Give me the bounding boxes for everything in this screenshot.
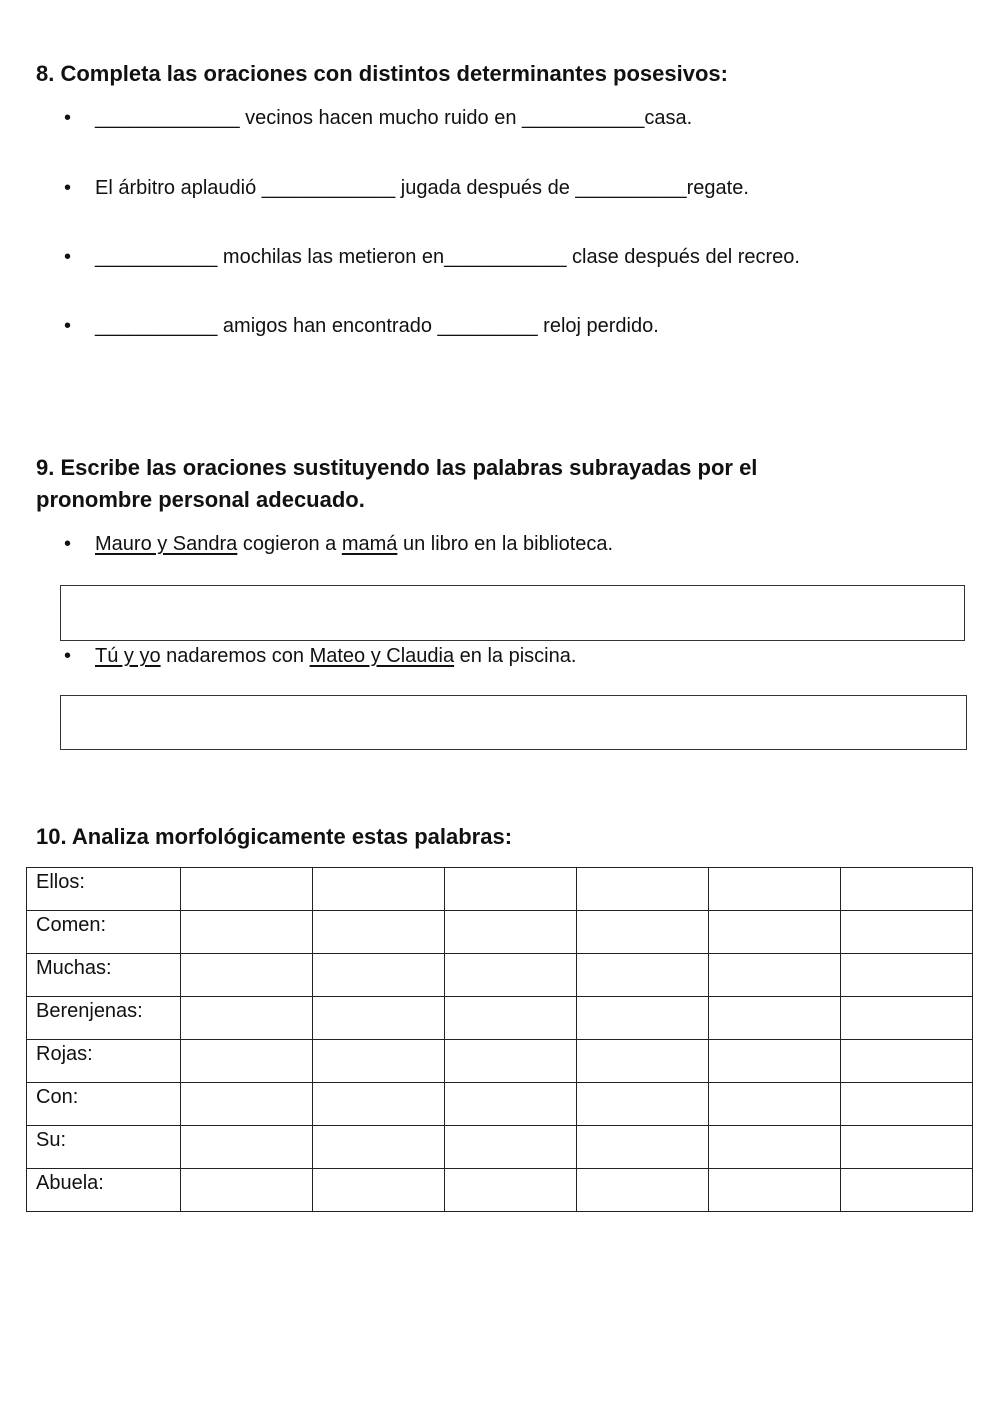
sentence-text: cogieron a: [237, 533, 342, 555]
answer-cell[interactable]: [841, 1126, 973, 1169]
underlined-phrase: mamá: [341, 533, 398, 555]
table-row: [27, 954, 973, 997]
word-cell: Comen:: [27, 911, 181, 954]
answer-cell[interactable]: [709, 911, 841, 954]
answer-cell[interactable]: [313, 868, 445, 911]
answer-cell[interactable]: [709, 1169, 841, 1212]
answer-cell[interactable]: [841, 1040, 973, 1083]
answer-cell[interactable]: [445, 911, 577, 954]
answer-cell[interactable]: [181, 1083, 313, 1126]
answer-cell[interactable]: [313, 997, 445, 1040]
answer-cell[interactable]: [577, 1126, 709, 1169]
answer-cell[interactable]: [577, 997, 709, 1040]
underlined-phrase: Mateo y Claudia: [309, 645, 455, 667]
q8-sentence-1: _____________ vecinos hacen mucho ruido en ___________casa.: [95, 107, 693, 129]
answer-cell[interactable]: [577, 911, 709, 954]
word-cell: Berenjenas:: [27, 997, 181, 1040]
q8-sentence-2: El árbitro aplaudió ____________ jugada después de __________regate.: [95, 177, 749, 199]
table-row: [27, 1040, 973, 1083]
word-cell: Ellos:: [27, 868, 181, 911]
answer-cell[interactable]: [445, 954, 577, 997]
answer-cell[interactable]: [577, 1083, 709, 1126]
sentence-text: en la piscina.: [454, 645, 577, 667]
answer-cell[interactable]: [841, 997, 973, 1040]
answer-cell[interactable]: [841, 954, 973, 997]
answer-cell[interactable]: [181, 868, 313, 911]
q8-item-2: [64, 174, 749, 202]
answer-cell[interactable]: [841, 911, 973, 954]
morphology-table: [26, 867, 973, 1212]
underlined-phrase: Mauro y Sandra: [95, 533, 238, 555]
word-cell: Rojas:: [27, 1040, 181, 1083]
table-row: [27, 1083, 973, 1126]
table-row: [27, 997, 973, 1040]
word-cell: Abuela:: [27, 1169, 181, 1212]
q9-title-line-1: 9. Escribe las oraciones sustituyendo las palabras subrayadas por el: [36, 455, 758, 480]
answer-cell[interactable]: [181, 1126, 313, 1169]
table-row: [27, 868, 973, 911]
word-cell: Muchas:: [27, 954, 181, 997]
q10-title: 10. Analiza morfológicamente estas palabras:: [36, 824, 513, 849]
answer-cell[interactable]: [577, 1040, 709, 1083]
answer-cell[interactable]: [181, 1040, 313, 1083]
q9-answer-box-1[interactable]: [60, 585, 965, 641]
answer-cell[interactable]: [709, 1040, 841, 1083]
answer-cell[interactable]: [313, 1083, 445, 1126]
answer-cell[interactable]: [313, 1126, 445, 1169]
q8-sentence-4: ___________ amigos han encontrado _________ reloj perdido.: [95, 315, 659, 337]
answer-cell[interactable]: [445, 1169, 577, 1212]
answer-cell[interactable]: [181, 954, 313, 997]
answer-cell[interactable]: [181, 1169, 313, 1212]
q8-sentence-3: ___________ mochilas las metieron en___________ clase después del recreo.: [95, 246, 800, 268]
answer-cell[interactable]: [709, 1083, 841, 1126]
sentence-text: un libro en la biblioteca.: [397, 533, 614, 555]
answer-cell[interactable]: [841, 868, 973, 911]
answer-cell[interactable]: [445, 1040, 577, 1083]
answer-cell[interactable]: [709, 1126, 841, 1169]
bullet: •: [64, 645, 72, 667]
answer-cell[interactable]: [577, 868, 709, 911]
answer-cell[interactable]: [709, 954, 841, 997]
answer-cell[interactable]: [313, 1040, 445, 1083]
word-cell: Con:: [27, 1083, 181, 1126]
q8-item-1: [64, 104, 692, 132]
answer-cell[interactable]: [445, 868, 577, 911]
q8-item-3: [64, 243, 800, 271]
answer-cell[interactable]: [445, 997, 577, 1040]
bullet: •: [64, 107, 72, 129]
table-row: [27, 911, 973, 954]
answer-cell[interactable]: [313, 911, 445, 954]
answer-cell[interactable]: [181, 911, 313, 954]
answer-cell[interactable]: [709, 997, 841, 1040]
table-row: [27, 1169, 973, 1212]
table-row: [27, 1126, 973, 1169]
q8-item-4: [64, 312, 659, 340]
word-cell: Su:: [27, 1126, 181, 1169]
answer-cell[interactable]: [841, 1083, 973, 1126]
q8-title: 8. Completa las oraciones con distintos determinantes posesivos:: [36, 61, 728, 86]
q9-title-line-2: pronombre personal adecuado.: [36, 487, 365, 512]
answer-cell[interactable]: [445, 1126, 577, 1169]
q9-item-2: [64, 642, 576, 670]
answer-cell[interactable]: [709, 868, 841, 911]
bullet: •: [64, 315, 72, 337]
q9-answer-box-2[interactable]: [60, 695, 967, 750]
answer-cell[interactable]: [577, 954, 709, 997]
underlined-phrase: Tú y yo: [95, 645, 161, 667]
answer-cell[interactable]: [313, 954, 445, 997]
answer-cell[interactable]: [181, 997, 313, 1040]
bullet: •: [64, 246, 72, 268]
sentence-text: nadaremos con: [160, 645, 310, 667]
answer-cell[interactable]: [841, 1169, 973, 1212]
q9-item-1: [64, 530, 613, 558]
bullet: •: [64, 177, 72, 199]
answer-cell[interactable]: [313, 1169, 445, 1212]
answer-cell[interactable]: [445, 1083, 577, 1126]
bullet: •: [64, 533, 72, 555]
answer-cell[interactable]: [577, 1169, 709, 1212]
